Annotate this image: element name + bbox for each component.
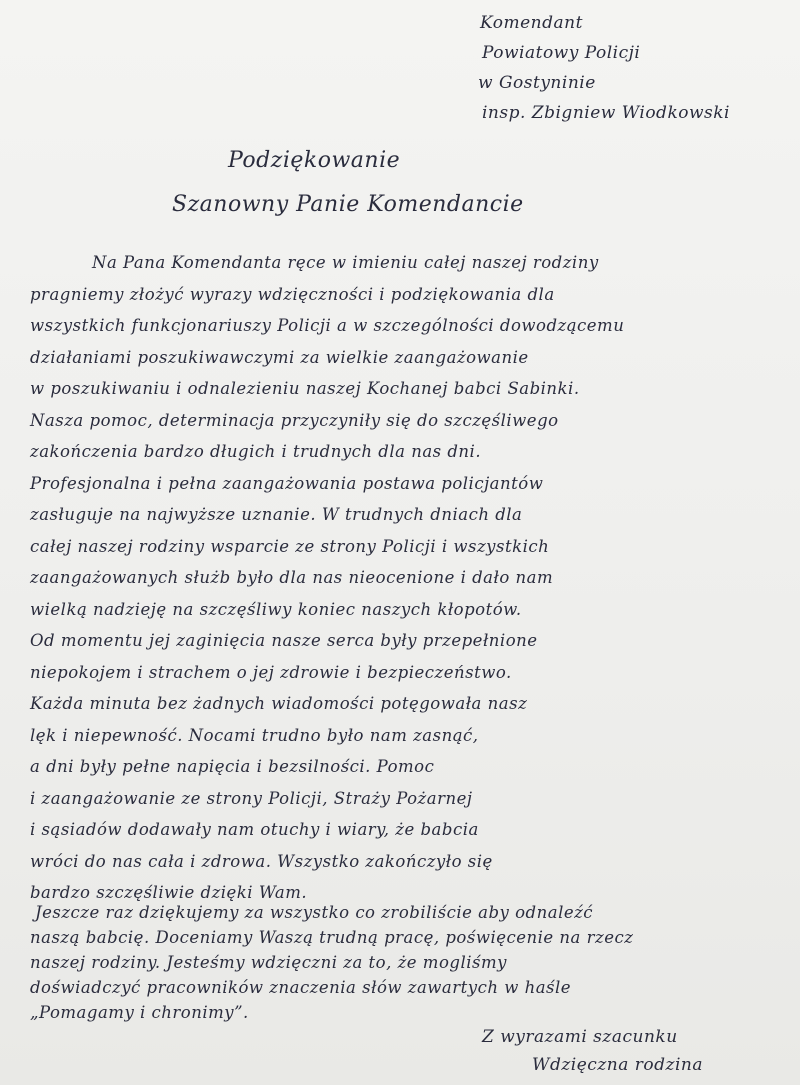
body-line: zasługuje na najwyższe uznanie. W trudnych dniach dla [30,505,523,524]
body-line: zakończenia bardzo długich i trudnych dla nas dni. [30,442,482,461]
body-line: Nasza pomoc, determinacja przyczyniły się do szczęśliwego [30,410,559,430]
body-line: zaangażowanych służb było dla nas nieocenione i dało nam [30,568,554,587]
body-line: wszystkich funkcjonariuszy Policji a w szczególności dowodzącemu [30,316,625,335]
body-line: Od momentu jej zaginięcia nasze serca były przepełnione [30,631,538,650]
body-line: Każda minuta bez żadnych wiadomości potęgowała nasz [30,694,528,713]
letter-second-paragraph [30,900,790,1025]
body-line: wróci do nas cała i zdrowa. Wszystko zakończyło się [30,851,493,871]
address-line: Powiatowy Policji [482,43,641,63]
body-line: w poszukiwaniu i odnalezieniu naszej Kochanej babci Sabinki. [30,379,580,398]
body-line: a dni były pełne napięcia i bezsilności. Pomoc [30,757,435,776]
body-line: doświadczyć pracowników znaczenia słów zawartych w haśle [30,978,572,997]
body-line: naszej rodziny. Jesteśmy wdzięczni za to, że mogliśmy [30,953,507,972]
closing-regards: Z wyrazami szacunku [482,1027,678,1047]
body-line: niepokojem i strachem o jej zdrowie i bezpieczeństwo. [30,662,512,682]
recipient-address [470,8,730,128]
letter-greeting: Szanowny Panie Komendancie [172,192,524,217]
body-line: całej naszej rodziny wsparcie ze strony Policji i wszystkich [30,536,550,556]
letter-title: Podziękowanie [228,148,401,173]
body-line: wielką nadzieję na szczęśliwy koniec naszych kłopotów. [30,599,522,619]
address-line: Komendant [480,13,583,33]
body-line: bardzo szczęśliwie dzięki Wam. [30,883,308,902]
letter-closing [482,1023,703,1079]
body-line: Jeszcze raz dziękujemy za wszystko co zrobiliście aby odnaleźć [35,903,594,922]
address-line: w Gostyninie [478,73,596,93]
signature: Wdzięczna rodzina [532,1055,703,1075]
body-line: lęk i niepewność. Nocami trudno było nam zasnąć, [30,725,479,745]
body-line: pragniemy złożyć wyrazy wdzięczności i podziękowania dla [30,284,555,304]
body-line: Profesjonalna i pełna zaangażowania postawa policjantów [30,473,544,493]
body-line: działaniami poszukiwawczymi za wielkie zaangażowanie [30,347,529,367]
body-line: Na Pana Komendanta ręce w imieniu całej naszej rodziny [92,253,599,272]
address-line: insp. Zbigniew Wiodkowski [482,103,730,123]
letter-body [30,247,785,909]
body-line: „Pomagamy i chronimy”. [30,1003,249,1022]
body-line: i zaangażowanie ze strony Policji, Straży Pożarnej [30,788,473,808]
body-line: naszą babcię. Doceniamy Waszą trudną pracę, poświęcenie na rzecz [30,928,634,947]
body-line: i sąsiadów dodawały nam otuchy i wiary, że babcia [30,820,479,839]
